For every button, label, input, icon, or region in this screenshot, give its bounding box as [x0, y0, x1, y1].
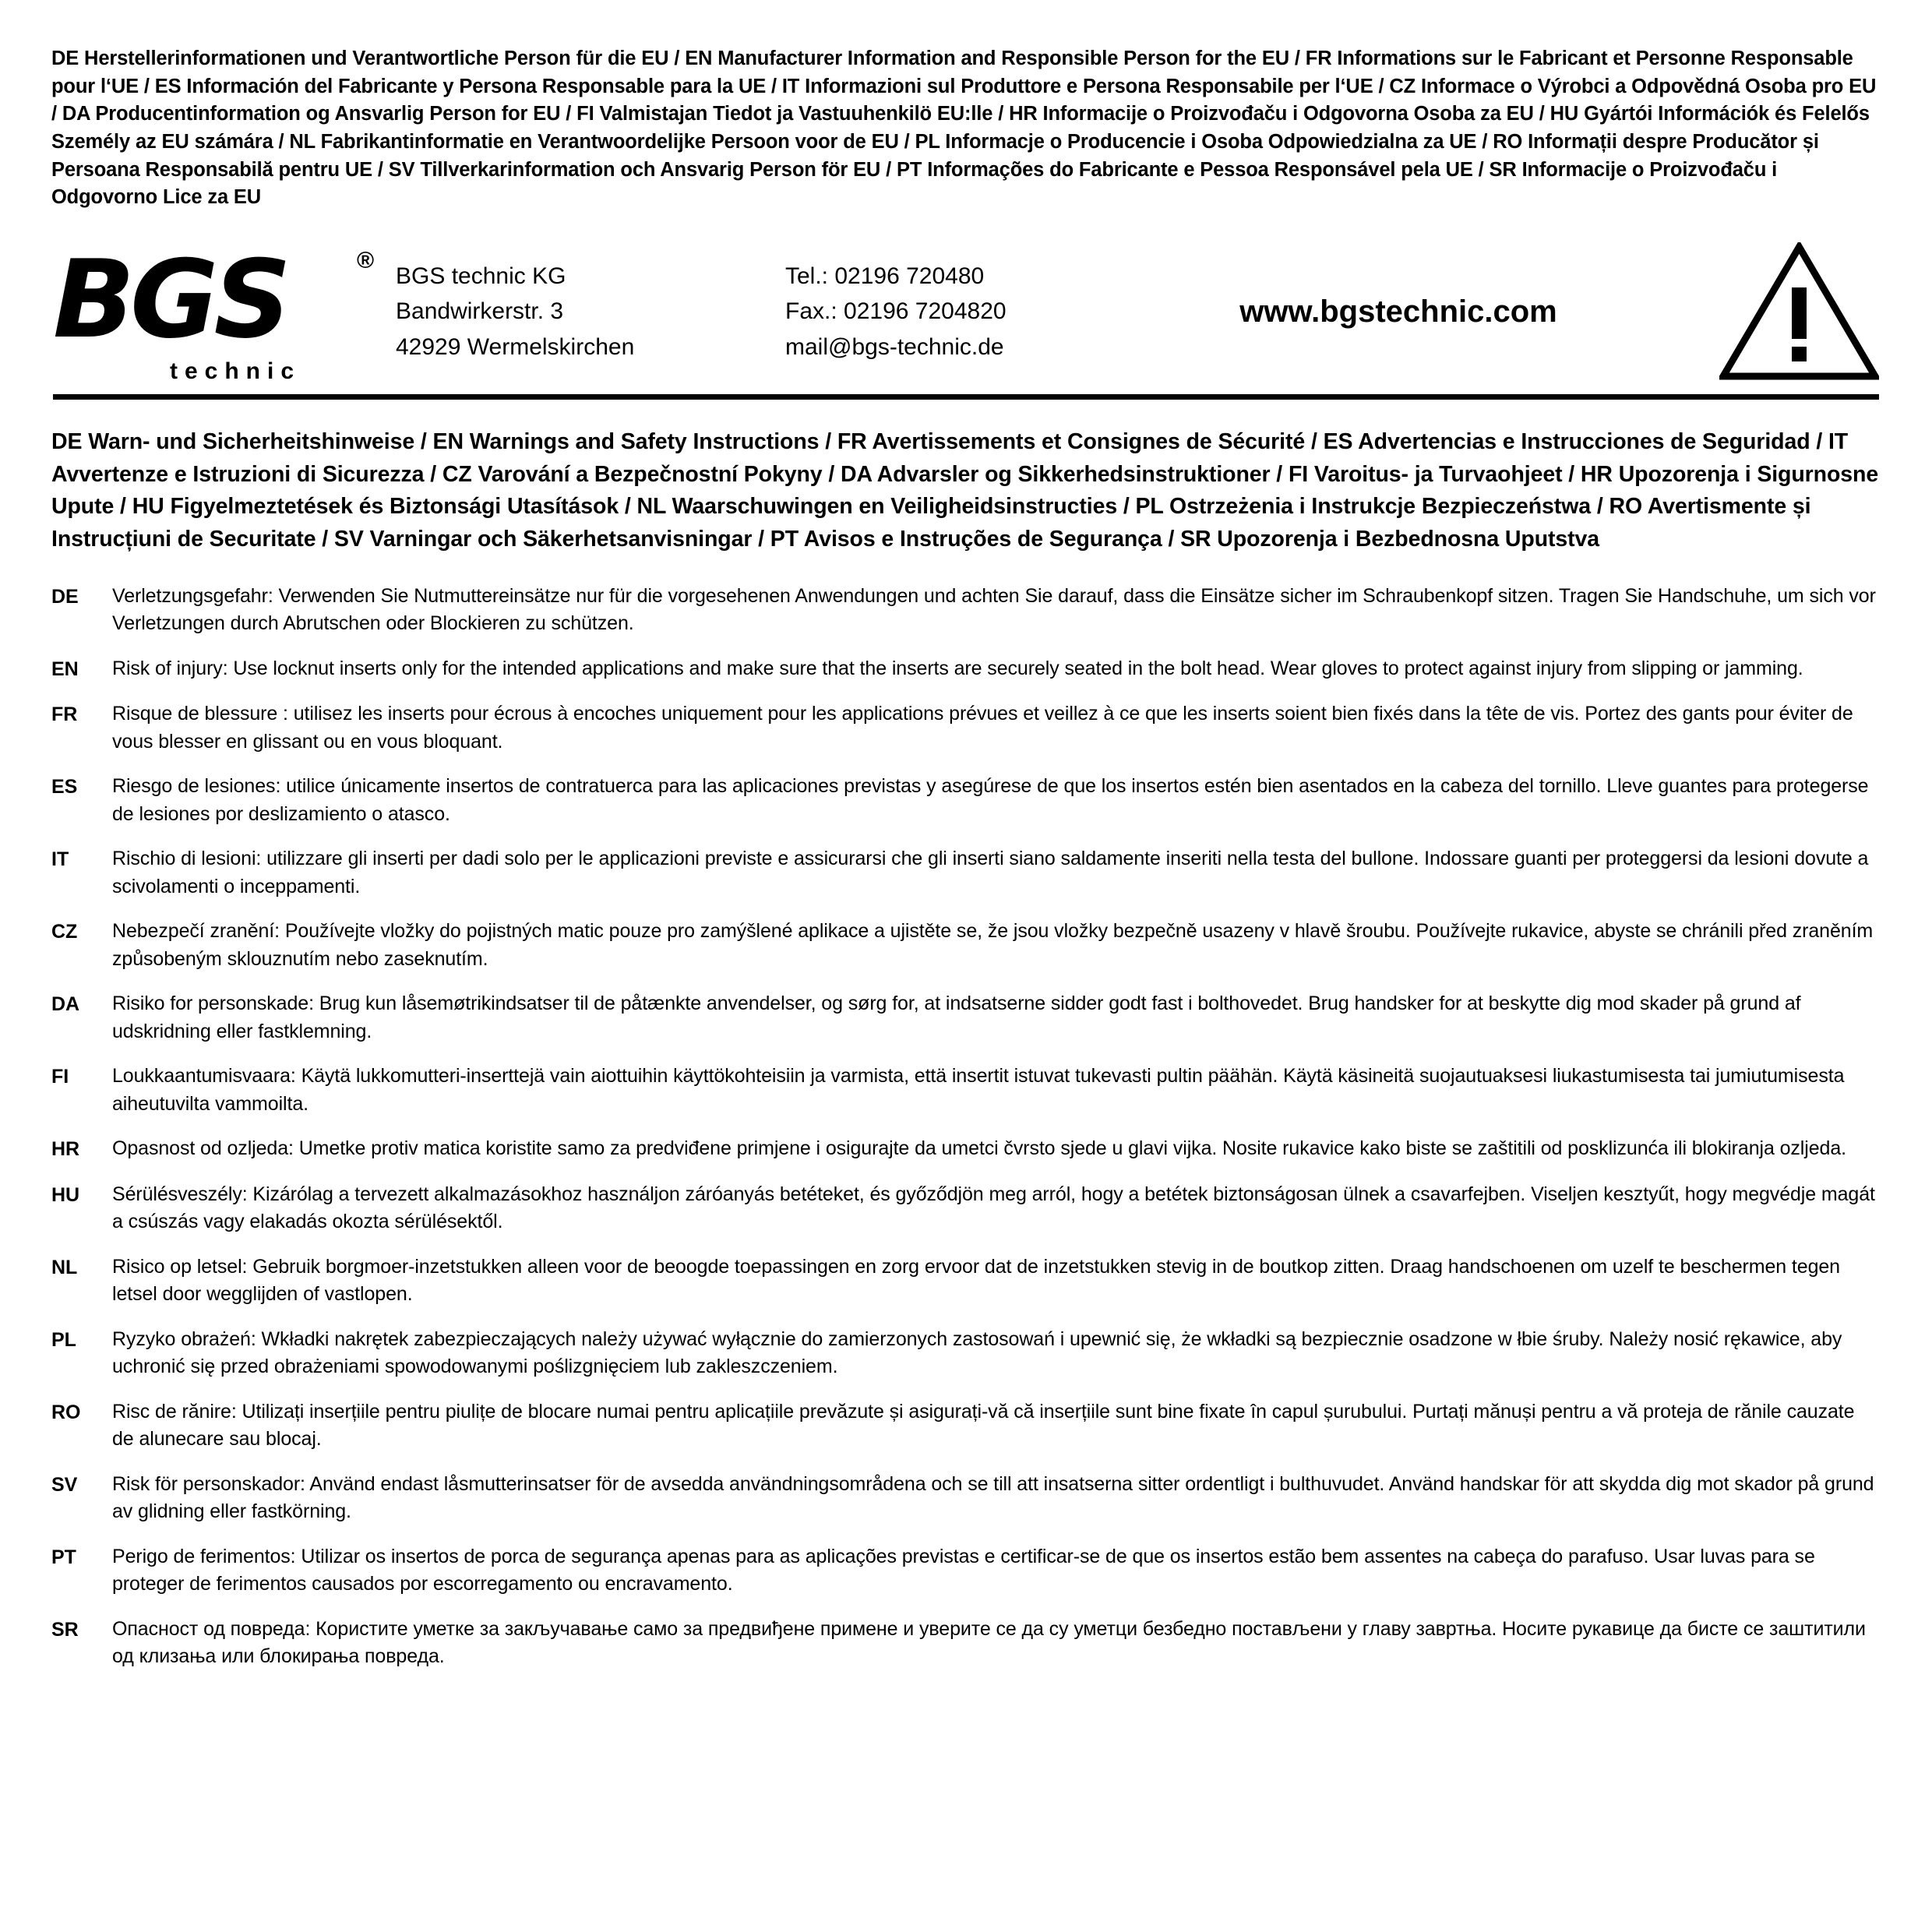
language-code: DA [51, 993, 80, 1016]
warning-symbol [1684, 242, 1879, 381]
header-divider [53, 394, 1879, 400]
warning-text: Loukkaantumisvaara: Käytä lukkomutteri-inserttejä vain aiottuihin käyttökohteisiin ja varmista, että insertit istuvat tukevasti pultin päähän. Käytä käsineitä suojautuaksesi liukastumisesta tai jumiutumisesta aiheutuvilta vammoilta. [112, 1065, 1845, 1115]
warning-text: Nebezpečí zranění: Používejte vložky do pojistných matic pouze pro zamýšlené aplikace a ujistěte se, že jsou vložky bezpečně usazeny v hlavě šroubu. Používejte rukavice, abyste se chránili před zraněním způsobeným sklouznutím nebo zaseknutím. [112, 920, 1874, 970]
warning-text: Opasnost od ozljeda: Umetke protiv matica koristite samo za predviđene primjene i osigurajte da umetci čvrsto sjede u glavi vijka. Nosite rukavice kako biste se zaštitili od posklizunća ili blokiranja ozljeda. [112, 1137, 1846, 1160]
warning-row [51, 1471, 1881, 1526]
warning-text: Risque de blessure : utilisez les inserts pour écrous à encoches uniquement pour les applications prévues et veillez à ce que les inserts soient bien fixés dans la tête de vis. Portez des gants pour éviter de vous blesser en glissant ou en vous bloquant. [112, 703, 1853, 753]
warning-text: Sérülésveszély: Kizárólag a tervezett alkalmazásokhoz használjon záróanyás betéteket, és győződjön meg arról, hogy a betétek biztonságosan ülnek a csavarfejben. Viseljen kesztyűt, hogy megvédje magát a csúszás vagy elakadás okozta sérülésektől. [112, 1183, 1875, 1233]
warnings-list [51, 583, 1881, 1671]
safety-instructions-heading: DE Warn- und Sicherheitshinweise / EN Warnings and Safety Instructions / FR Avertissements et Consignes de Sécurité / ES Advertencias e Instrucciones de Seguridad / IT Avvertenze e Istruzioni di Sicurezza / CZ Varování a Bezpečnostní Pokyny / DA Advarsler og Sikkerhedsinstruktioner / FI Varoitus- ja Turvaohjeet / HR Upozorenja i Sigurnosne Upute / HU Figyelmeztetések és Biztonsági Utasítások / NL Waarschuwingen en Veiligheidsinstructies / PL Ostrzeżenia i Instrukcje Bezpieczeństwa / RO Avertismente și Instrucțiuni de Securitate / SV Varningar och Säkerhetsanvisningar / PT Avisos e Instruções de Segurança / SR Upozorenja i Bezbednosna Uputstva [51, 429, 1879, 552]
language-code: FR [51, 703, 78, 726]
company-street: Bandwirkerstr. 3 [396, 298, 564, 325]
warning-row [51, 845, 1881, 901]
bgs-logo-subtext: technic [170, 358, 301, 385]
company-address [388, 259, 785, 365]
language-code: HU [51, 1183, 80, 1206]
language-code: FI [51, 1066, 69, 1088]
warning-text: Rischio di lesioni: utilizzare gli inserti per dadi solo per le applicazioni previste e assicurarsi che gli inserti siano saldamente inseriti nella testa del bullone. Indossare guanti per proteggersi da lesioni dovute a scivolamenti o inceppamenti. [112, 848, 1869, 897]
bgs-logo [53, 237, 388, 385]
warning-text: Risk för personskador: Använd endast låsmutterinsatser för de avsedda användningsområdena och se till att insatserna sitter ordentligt i bulthuvudet. Använd handskar för att skydda dig mot skador på grund av glidning eller fastkörning. [112, 1472, 1874, 1523]
company-city: 42929 Wermelskirchen [396, 333, 635, 360]
company-fax: Fax.: 02196 7204820 [785, 298, 1007, 325]
language-code: PL [51, 1328, 76, 1351]
warning-row [51, 700, 1881, 756]
company-website: www.bgstechnic.com [1239, 294, 1557, 329]
warning-text: Risiko for personskade: Brug kun låsemøtrikindsatser til de påtænkte anvendelser, og sørg for, at indsatserne sidder godt fast i bolthovedet. Brug handsker for at beskytte dig mod skader på grund af udskridning eller fastklemning. [112, 992, 1801, 1042]
language-code: IT [51, 848, 69, 871]
language-code: HR [51, 1138, 80, 1161]
warning-text: Verletzungsgefahr: Verwenden Sie Nutmuttereinsätze nur für die vorgesehenen Anwendungen und achten Sie darauf, dass die Einsätze sicher im Schraubenkopf sitzen. Tragen Sie Handschuhe, um sich vor Verletzungen durch Abrutschen oder Blockieren zu schützen. [112, 584, 1876, 635]
warning-text: Risc de rănire: Utilizați inserțiile pentru piulițe de blocare numai pentru aplicațiile prevăzute și asigurați-vă că inserțiile sunt bine fixate în capul șurubului. Purtați mănuși pentru a vă proteja de rănile cauzate de alunecare sau blocaj. [112, 1400, 1855, 1451]
bgs-logo-text: BGS [53, 237, 287, 363]
warning-row [51, 1616, 1881, 1671]
company-email: mail@bgs-technic.de [785, 333, 1004, 360]
language-code: ES [51, 776, 78, 799]
language-code: RO [51, 1401, 81, 1423]
language-code: SR [51, 1618, 79, 1641]
warning-row [51, 1253, 1881, 1309]
warning-row [51, 773, 1881, 828]
warning-row [51, 655, 1881, 684]
language-code: PT [51, 1546, 76, 1568]
warning-text: Riesgo de lesiones: utilice únicamente insertos de contratuerca para las aplicaciones previstas y asegúrese de que los insertos estén bien asentados en la cabeza del tornillo. Lleve guantes para protegerse de lesiones por deslizamiento o atasco. [112, 775, 1869, 825]
warning-row [51, 1543, 1881, 1599]
language-code: CZ [51, 921, 78, 943]
company-contact [785, 259, 1136, 365]
warning-text: Risk of injury: Use locknut inserts only for the intended applications and make sure that the inserts are securely seated in the bolt head. Wear gloves to protect against injury from slipping or jamming. [112, 657, 1803, 679]
language-code: EN [51, 658, 79, 680]
company-info-band [47, 234, 1885, 390]
warning-row [51, 1135, 1881, 1164]
warning-row [51, 990, 1881, 1045]
warning-row [51, 1063, 1881, 1118]
warning-row [51, 1398, 1881, 1454]
warning-row [51, 918, 1881, 973]
warning-text: Опасност од повреда: Користите уметке за закључавање само за предвиђене примене и уверите се да су уметци безбедно постављени у главу завртња. Носите рукавице да бисте се заштитили од клизања или блокирања повреда. [112, 1617, 1866, 1668]
warning-triangle-icon [1719, 242, 1879, 381]
registered-trademark-icon: ® [357, 248, 375, 274]
manufacturer-info-heading: DE Herstellerinformationen und Verantwortliche Person für die EU / EN Manufacturer Information and Responsible Person for the EU / FR Informations sur le Fabricant et Personne Responsable pour l‘UE / ES Información del Fabricante y Persona Responsable para la UE / IT Informazioni sul Produttore e Persona Responsabile per l‘UE / CZ Informace o Výrobci a Odpovědná Osoba pro EU / DA Producentinformation og Ansvarlig Person for EU / FI Valmistajan Tiedot ja Vastuuhenkilö EU:lle / HR Informacije o Proizvođaču i Odgovorna Osoba za EU / HU Gyártói Információk és Felelős Személy az EU számára / NL Fabrikantinformatie en Verantwoordelijke Persoon voor de EU / PL Informacje o Producencie i Osoba Odpowiedzialna za UE / RO Informații despre Producător și Persoana Responsabilă pentru UE / SV Tillverkarinformation och Ansvarig Person för EU / PT Informações do Fabricante e Pessoa Responsável pela UE / SR Informacije o Proizvođaču i Odgovorno Lice za EU [51, 48, 1877, 209]
warning-row [51, 1181, 1881, 1236]
company-telephone: Tel.: 02196 720480 [785, 263, 985, 289]
warning-text: Ryzyko obrażeń: Wkładki nakrętek zabezpieczających należy używać wyłącznie do zamierzonych zastosowań i upewnić się, że wkładki są bezpiecznie osadzone w łbie śruby. Należy nosić rękawice, aby uchronić się przed obrażeniami spowodowanymi poślizgnięciem lub zakleszczeniem. [112, 1327, 1842, 1378]
language-code: SV [51, 1473, 78, 1496]
language-code: NL [51, 1256, 78, 1278]
warning-text: Perigo de ferimentos: Utilizar os insertos de porca de segurança apenas para as aplicações previstas e certificar-se de que os insertos estão bem assentes na cabeça do parafuso. Usar luvas para se proteger de ferimentos causados por escorregamento ou encravamento. [112, 1545, 1815, 1595]
language-code: DE [51, 585, 79, 608]
warning-text: Risico op letsel: Gebruik borgmoer-inzetstukken alleen voor de beoogde toepassingen en zorg ervoor dat de inzetstukken stevig in de boutkop zitten. Draag handschoenen om uzelf te beschermen tegen letsel door wegglijden of vastlopen. [112, 1255, 1840, 1306]
warning-row [51, 1326, 1881, 1381]
company-name: BGS technic KG [396, 263, 566, 289]
warning-row [51, 583, 1881, 638]
